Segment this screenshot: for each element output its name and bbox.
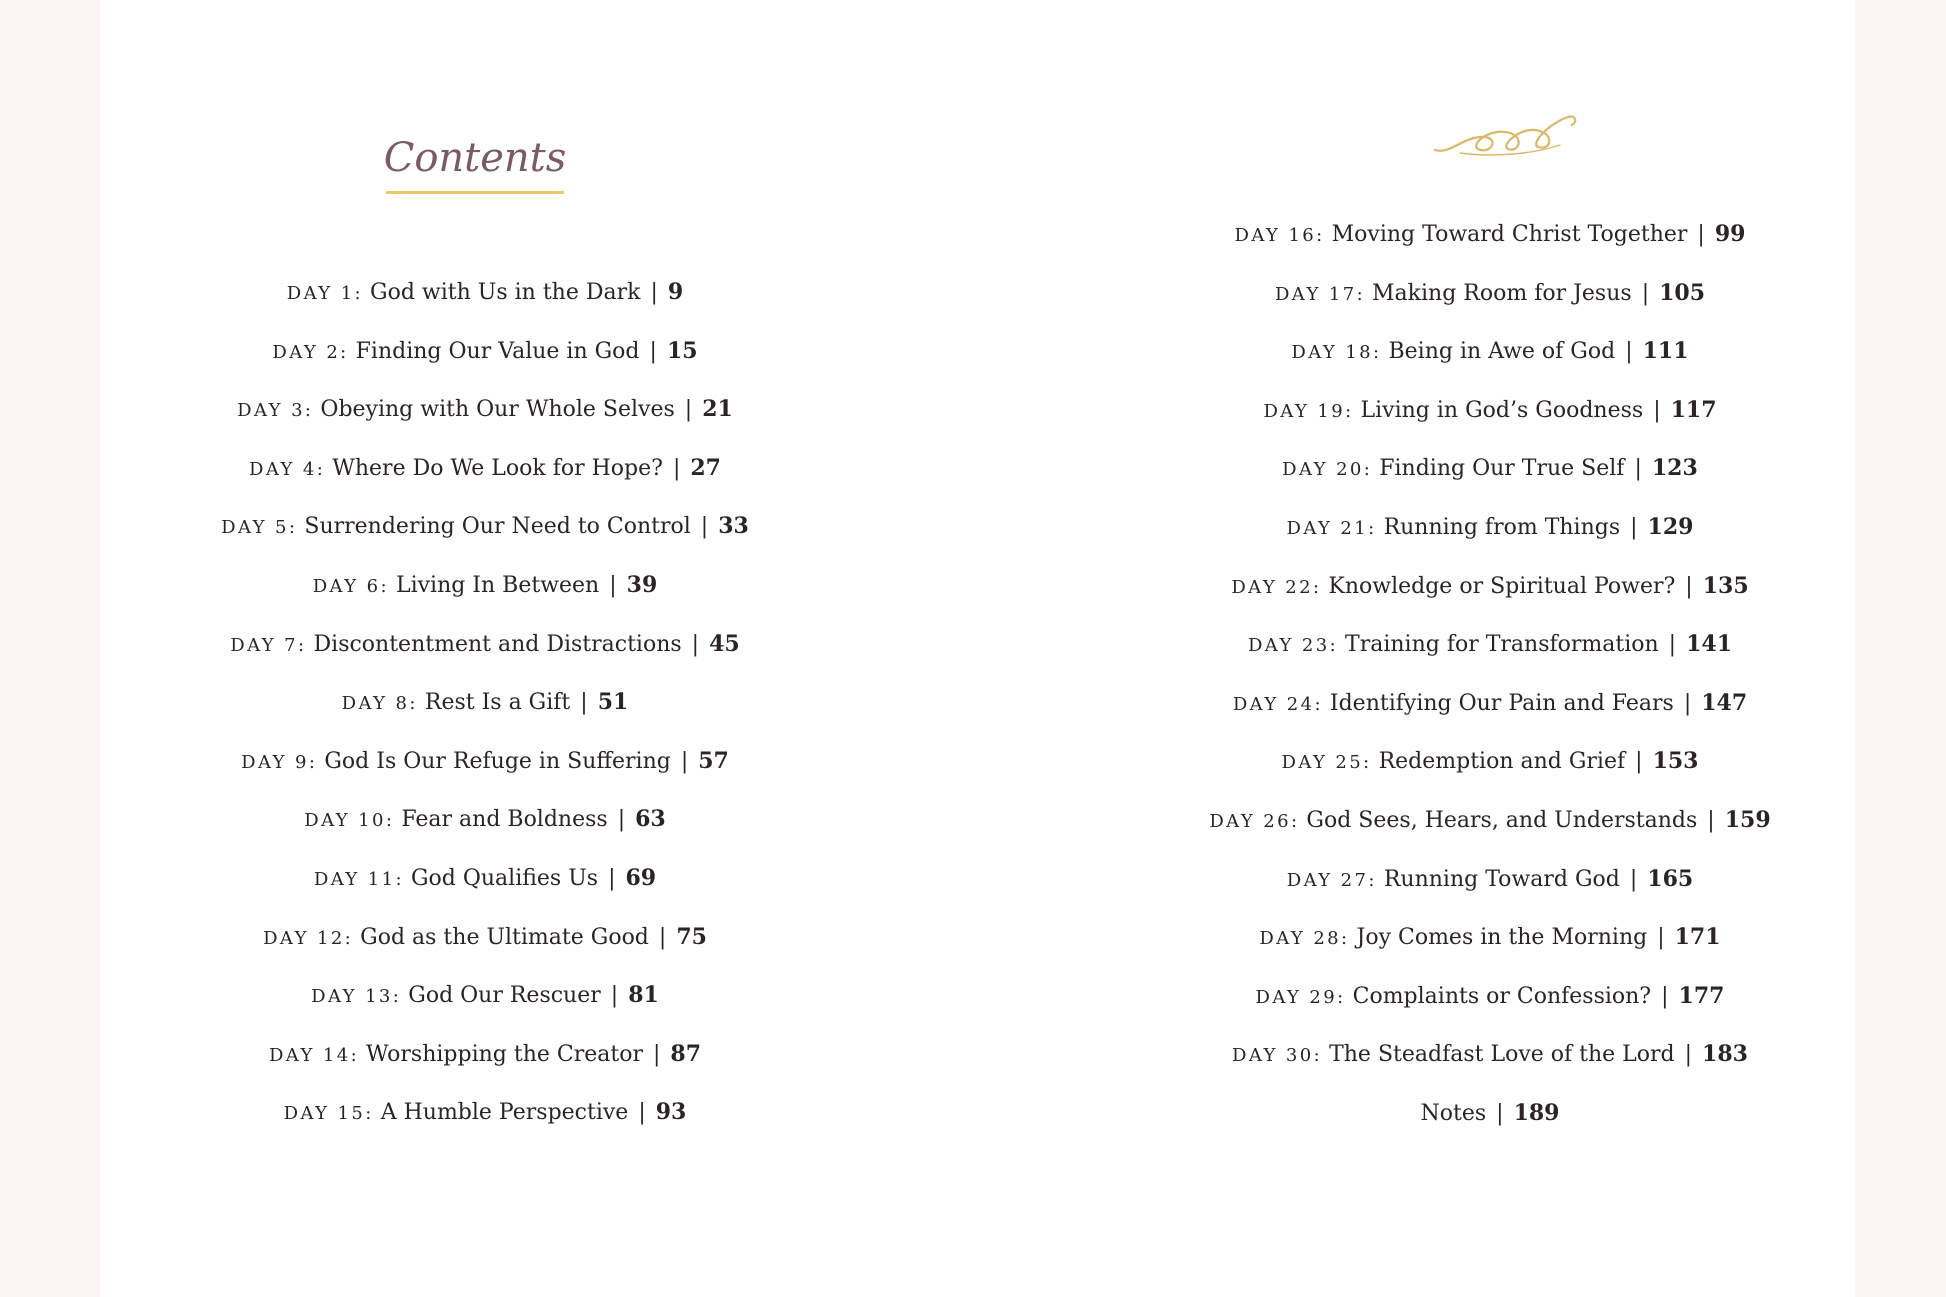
contents-title: Contents xyxy=(383,135,567,181)
toc-entry xyxy=(1180,507,1800,547)
toc-page-number: 39 xyxy=(626,572,658,598)
toc-entry-title: Running Toward God xyxy=(1383,866,1620,892)
toc-separator: | xyxy=(580,690,588,716)
toc-separator: | xyxy=(1683,690,1692,716)
toc-entry-title: God as the Ultimate Good xyxy=(360,924,649,950)
toc-entry-title: God Qualifies Us xyxy=(410,866,599,891)
toc-day-label: DAY 8: xyxy=(341,693,418,715)
toc-separator: | xyxy=(691,631,700,657)
toc-entry xyxy=(1180,390,1800,430)
toc-entry-title: God with Us in the Dark xyxy=(370,280,641,305)
toc-entry xyxy=(175,1034,795,1074)
toc-entry-title: Notes xyxy=(1420,1101,1487,1126)
toc-page-number: 75 xyxy=(676,923,707,950)
toc-entry xyxy=(1180,976,1800,1016)
toc-entry xyxy=(175,858,795,898)
toc-day-label: DAY 16: xyxy=(1234,225,1325,246)
toc-entry-title: Identifying Our Pain and Fears xyxy=(1329,690,1674,716)
toc-entry xyxy=(175,624,795,664)
toc-day-label: DAY 24: xyxy=(1232,693,1323,715)
toc-entry xyxy=(1180,1034,1800,1074)
toc-day-label: DAY 30: xyxy=(1232,1045,1323,1067)
toc-entry-title: Being in Awe of God xyxy=(1388,339,1616,365)
toc-entry-title: Moving Toward Christ Together xyxy=(1331,222,1688,247)
toc-page-number: 171 xyxy=(1674,924,1721,951)
toc-entry xyxy=(1180,448,1800,488)
toc-day-label: DAY 17: xyxy=(1274,283,1366,305)
toc-entry-title: Making Room for Jesus xyxy=(1372,280,1632,306)
toc-separator: | xyxy=(684,397,693,423)
toc-entry xyxy=(1180,859,1800,899)
toc-entry xyxy=(175,975,795,1015)
toc-entry xyxy=(175,448,795,488)
toc-page-number: 63 xyxy=(635,806,666,833)
toc-entry-title: Worshipping the Creator xyxy=(366,1041,643,1067)
toc-entry xyxy=(1180,566,1800,606)
toc-day-label: DAY 4: xyxy=(249,458,326,480)
toc-page-number: 189 xyxy=(1513,1100,1560,1126)
toc-entry-title: The Steadfast Love of the Lord xyxy=(1329,1042,1675,1068)
toc-entry-title: A Humble Perspective xyxy=(380,1100,629,1126)
toc-page-number: 141 xyxy=(1686,631,1733,658)
toc-separator: | xyxy=(1697,222,1705,247)
toc-day-label: DAY 27: xyxy=(1286,869,1377,891)
toc-page-number: 111 xyxy=(1642,338,1689,365)
toc-entry-title: Joy Comes in the Morning xyxy=(1356,925,1648,951)
toc-page-number: 51 xyxy=(597,689,629,716)
toc-separator: | xyxy=(1707,808,1715,833)
toc-page-number: 117 xyxy=(1670,396,1717,423)
toc-day-label: DAY 5: xyxy=(221,517,298,539)
toc-separator: | xyxy=(1653,397,1661,423)
toc-page-number: 177 xyxy=(1678,982,1725,1009)
toc-entry xyxy=(1180,1093,1800,1133)
toc-day-label: DAY 28: xyxy=(1259,928,1350,950)
toc-entry-title: Fear and Boldness xyxy=(401,807,608,833)
toc-separator: | xyxy=(1641,280,1650,306)
toc-entry xyxy=(1180,683,1800,723)
toc-separator: | xyxy=(652,1041,661,1067)
toc-day-label: DAY 3: xyxy=(237,400,314,422)
title-underline xyxy=(386,191,564,194)
toc-page-number: 33 xyxy=(718,513,749,540)
toc-page-number: 87 xyxy=(670,1040,702,1067)
toc-separator: | xyxy=(608,866,616,891)
toc-entry xyxy=(175,1092,795,1132)
toc-entry xyxy=(1180,624,1800,664)
toc-entry-title: Finding Our True Self xyxy=(1379,456,1625,482)
toc-separator: | xyxy=(650,280,658,305)
toc-page-number: 21 xyxy=(702,396,733,423)
toc-separator: | xyxy=(1630,515,1638,540)
toc-entry xyxy=(175,917,795,957)
toc-page-number: 159 xyxy=(1724,807,1771,833)
toc-entry xyxy=(175,389,795,429)
toc-entry-title: Training for Transformation xyxy=(1345,632,1659,658)
toc-entry-title: Living in God’s Goodness xyxy=(1360,397,1644,423)
toc-entry-title: Knowledge or Spiritual Power? xyxy=(1328,573,1676,599)
toc-page-number: 135 xyxy=(1702,572,1749,599)
toc-entry-title: Redemption and Grief xyxy=(1378,749,1626,775)
toc-page-number: 99 xyxy=(1714,221,1746,247)
toc-entry xyxy=(175,331,795,371)
decorative-flourish-icon xyxy=(1430,105,1580,165)
toc-page-number: 15 xyxy=(666,337,698,364)
toc-entry xyxy=(1180,273,1800,313)
toc-day-label: DAY 10: xyxy=(304,810,395,832)
toc-entry xyxy=(175,272,795,312)
toc-page-number: 153 xyxy=(1652,748,1699,775)
toc-page-number: 105 xyxy=(1659,279,1706,306)
toc-separator: | xyxy=(1625,339,1633,365)
toc-entry-title: Running from Things xyxy=(1383,515,1621,540)
toc-separator: | xyxy=(1685,573,1693,599)
toc-separator: | xyxy=(658,924,667,950)
toc-entry-title: Obeying with Our Whole Selves xyxy=(320,397,675,423)
toc-day-label: DAY 1: xyxy=(286,283,364,304)
toc-entry-title: Finding Our Value in God xyxy=(355,338,640,364)
toc-day-label: DAY 15: xyxy=(283,1103,374,1125)
toc-day-label: DAY 12: xyxy=(263,927,354,949)
toc-entry xyxy=(1180,214,1800,254)
toc-separator: | xyxy=(617,807,626,833)
toc-separator: | xyxy=(1684,1042,1693,1068)
toc-page-number: 147 xyxy=(1701,689,1748,716)
toc-entry xyxy=(1180,800,1800,840)
toc-day-label: DAY 22: xyxy=(1231,576,1322,598)
toc-day-label: DAY 2: xyxy=(272,341,349,363)
toc-entry-title: God Sees, Hears, and Understands xyxy=(1306,808,1698,833)
toc-day-label: DAY 18: xyxy=(1291,342,1382,364)
toc-entry xyxy=(175,565,795,605)
toc-entry-title: God Is Our Refuge in Suffering xyxy=(324,748,671,774)
toc-separator: | xyxy=(1668,632,1677,658)
toc-page-number: 81 xyxy=(628,982,659,1009)
toc-day-label: DAY 19: xyxy=(1263,400,1354,422)
toc-separator: | xyxy=(680,748,689,774)
toc-separator: | xyxy=(672,455,681,481)
toc-separator: | xyxy=(1657,925,1665,951)
toc-separator: | xyxy=(1629,866,1638,892)
toc-entry-title: Surrendering Our Need to Control xyxy=(304,514,691,540)
toc-separator: | xyxy=(1661,983,1669,1009)
toc-day-label: DAY 20: xyxy=(1282,459,1373,481)
toc-day-label: DAY 29: xyxy=(1255,986,1346,1008)
toc-entry xyxy=(1180,741,1800,781)
toc-separator: | xyxy=(649,338,657,364)
toc-page-number: 165 xyxy=(1647,865,1694,892)
toc-entry-title: Rest Is a Gift xyxy=(424,690,571,716)
toc-day-label: DAY 26: xyxy=(1209,811,1300,832)
toc-separator: | xyxy=(1635,749,1643,775)
toc-entry xyxy=(1180,331,1800,371)
toc-day-label: DAY 13: xyxy=(311,986,402,1008)
toc-separator: | xyxy=(700,514,709,540)
toc-page-number: 57 xyxy=(698,747,729,774)
toc-day-label: DAY 9: xyxy=(241,751,318,773)
toc-day-label: DAY 7: xyxy=(230,634,307,656)
toc-day-label: DAY 6: xyxy=(312,576,389,597)
toc-separator: | xyxy=(610,983,619,1009)
toc-entry-title: Where Do We Look for Hope? xyxy=(332,455,663,481)
toc-page-number: 9 xyxy=(667,279,684,305)
toc-page-number: 45 xyxy=(709,630,740,657)
toc-page-number: 129 xyxy=(1647,514,1694,540)
toc-entry-title: God Our Rescuer xyxy=(408,983,601,1009)
toc-day-label: DAY 25: xyxy=(1281,752,1372,774)
toc-entry xyxy=(175,682,795,722)
toc-entry xyxy=(1180,917,1800,957)
toc-separator: | xyxy=(638,1100,646,1126)
toc-entry-title: Living In Between xyxy=(395,573,600,598)
toc-page-number: 123 xyxy=(1651,455,1698,482)
toc-page-number: 27 xyxy=(690,454,721,481)
toc-separator: | xyxy=(1496,1101,1504,1126)
toc-entry-title: Complaints or Confession? xyxy=(1352,983,1652,1009)
toc-entry-title: Discontentment and Distractions xyxy=(313,631,682,657)
toc-day-label: DAY 23: xyxy=(1247,635,1339,657)
toc-entry xyxy=(175,799,795,839)
toc-day-label: DAY 11: xyxy=(313,869,404,890)
toc-separator: | xyxy=(609,573,617,598)
toc-page-number: 183 xyxy=(1702,1041,1748,1068)
toc-entry xyxy=(175,506,795,546)
toc-separator: | xyxy=(1634,456,1642,482)
toc-page-number: 93 xyxy=(655,1099,687,1126)
toc-entry xyxy=(175,741,795,781)
toc-page-number: 69 xyxy=(625,865,657,891)
toc-day-label: DAY 14: xyxy=(268,1044,360,1066)
toc-day-label: DAY 21: xyxy=(1286,518,1377,539)
